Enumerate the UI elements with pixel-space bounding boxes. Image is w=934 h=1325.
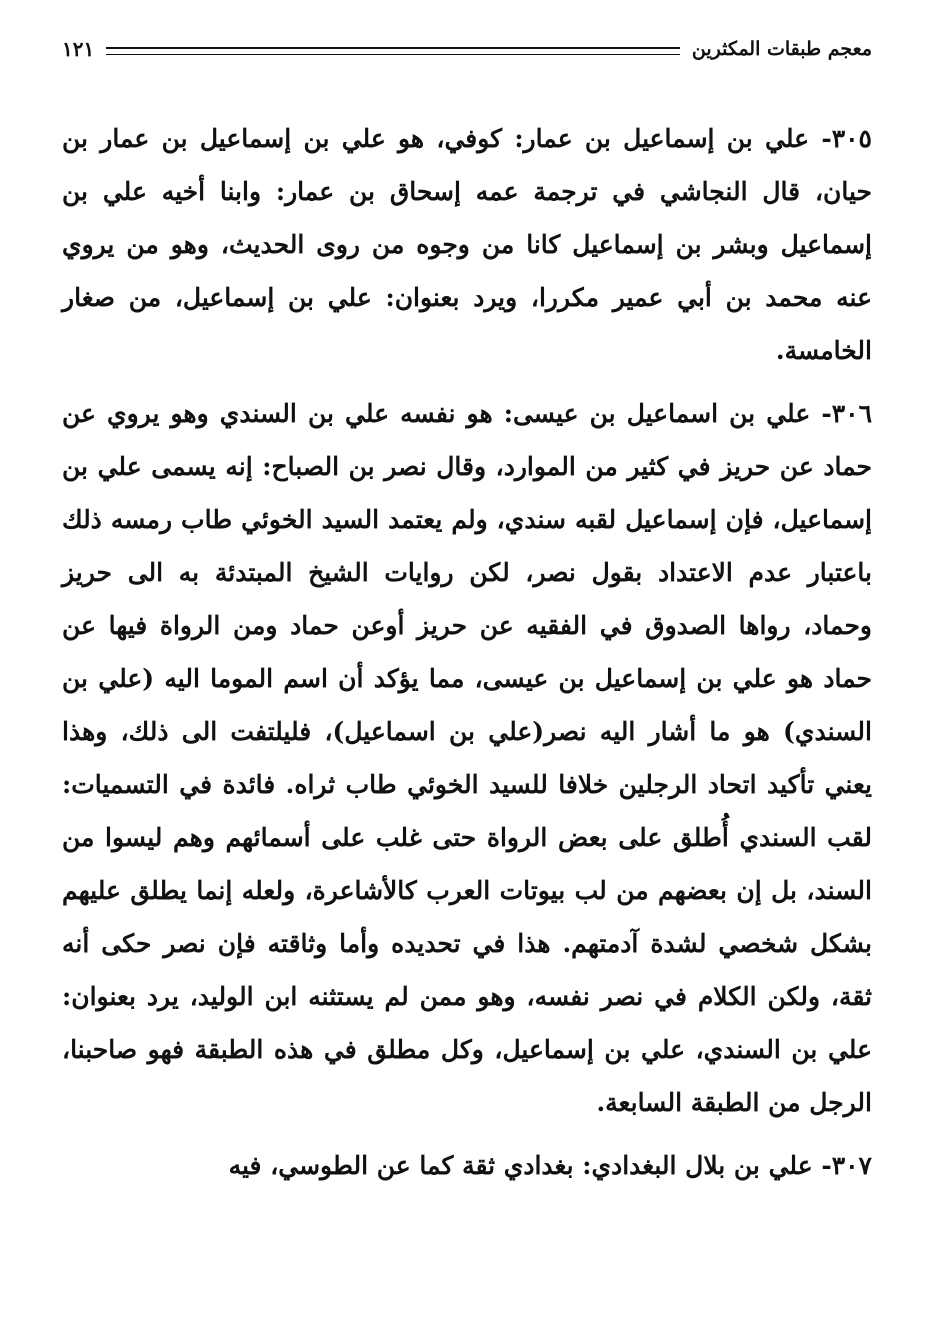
page-content [62,112,872,1202]
header-rule [106,47,680,55]
entry-text: بغدادي ثقة كما عن الطوسي، فيه [228,1151,583,1180]
entry-307 [62,1139,872,1192]
entry-heading: ٣٠٥- علي بن إسماعيل بن عمار: [514,124,872,153]
entry-heading: ٣٠٧- علي بن بلال البغدادي: [582,1151,872,1180]
page-number: ١٢١ [62,37,95,61]
entry-text: هو نفسه علي بن السندي وهو يروي عن حماد عن حريز في كثير من الموارد، وقال نصر بن الصباح: إنه يسمى علي بن إسماعيل، فإن إسماعيل لقبه سندي، ولم يعتمد السيد الخوئي طاب رمسه ذلك باعتبار عدم الاعتداد بقول نصر، لكن روايات الشيخ المبتدئة به الى حريز وحماد، رواها الصدوق في الفقيه عن حريز أوعن حماد ومن الرواة فيها عن حماد هو علي بن إسماعيل بن عيسى، مما يؤكد أن اسم الموما اليه (علي بن السندي) هو ما أشار اليه نصر(علي بن اسماعيل)، فليلتفت الى ذلك، وهذا يعني تأكيد اتحاد الرجلين خلافا للسيد الخوئي طاب ثراه. فائدة في التسميات: لقب السندي أُطلق على بعض الرواة حتى غلب على أسمائهم وهم ليسوا من السند، بل إن بعضهم من لب بيوتات العرب كالأشاعرة، ولعله إنما يطلق عليهم بشكل شخصي لشدة آدمتهم. هذا في تحديده وأما وثاقته فإن نصر حكى أنه ثقة، ولكن الكلام في نصر نفسه، وهو ممن لم يستثنه ابن الوليد، يرد بعنوان: علي بن السندي، علي بن إسماعيل، وكل مطلق في هذه الطبقة فهو صاحبنا، الرجل من الطبقة السابعة. [62,399,872,1117]
entry-305 [62,112,872,377]
entry-text: كوفي، هو علي بن إسماعيل بن عمار بن حيان، قال النجاشي في ترجمة عمه إسحاق بن عمار: وابنا أخيه علي بن إسماعيل وبشر بن إسماعيل كانا من وجوه من روى الحديث، وهو من يروي عنه محمد بن أبي عمير مكررا، ويرد بعنوان: علي بن إسماعيل، من صغار الخامسة. [62,124,872,365]
running-header [62,34,872,64]
book-title: معجم طبقات المكثرين [691,38,872,60]
entry-306 [62,387,872,1129]
entry-heading: ٣٠٦- علي بن اسماعيل بن عيسى: [503,399,873,428]
